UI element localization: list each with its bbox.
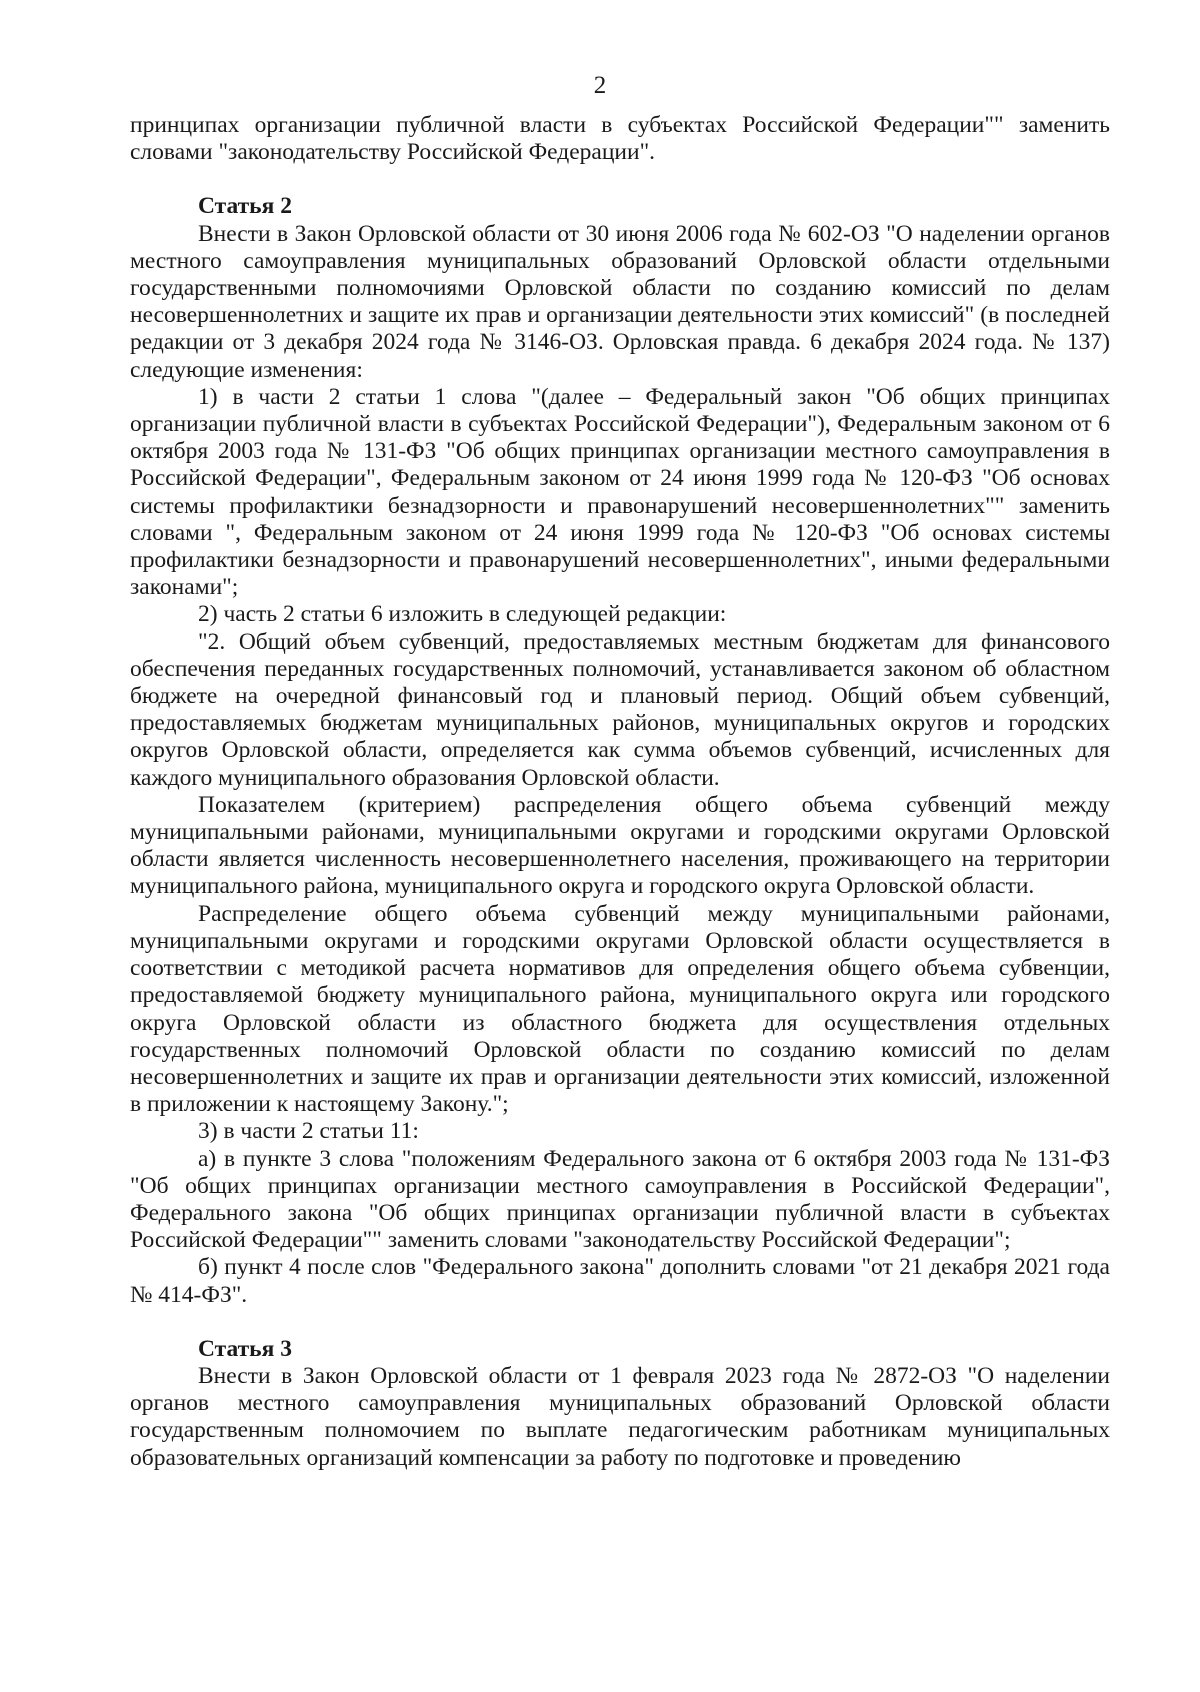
article-3-title: Статья 3 bbox=[198, 1335, 292, 1362]
intro-paragraph: принципах организации публичной власти в субъектах Российской Федерации"" заменить словами "законодательству Российской Федерации". bbox=[130, 112, 1110, 166]
article-2-quoted-paragraph: "2. Общий объем субвенций, предоставляемых местным бюджетам для финансового обеспечения переданных государственных полномочий, устанавливается законом об областном бюджете на очередной финансовый год и плановый период. Общий объем субвенций, предоставляемых бюджетам муниципальных районов, муниципальных округов и городских округов Орловской области, определяется как сумма объемов субвенций, исчисленных для каждого муниципального образования Орловской области. bbox=[130, 628, 1110, 791]
spacer bbox=[130, 1309, 1110, 1336]
article-2-item-3b: б) пункт 4 после слов "Федерального закона" дополнить словами "от 21 декабря 2021 года № 414-ФЗ". bbox=[130, 1254, 1110, 1308]
article-2-item-1: 1) в части 2 статьи 1 слова "(далее – Федеральный закон "Об общих принципах организации публичной власти в субъектах Российской Федерации"), Федеральным законом от 6 октября 2003 года № 131-ФЗ "Об общих принципах организации местного самоуправления в Российской Федерации", Федеральным законом от 24 июня 1999 года № 120-ФЗ "Об основах системы профилактики безнадзорности и правонарушений несовершеннолетних"" заменить словами ", Федеральным законом от 24 июня 1999 года № 120-ФЗ "Об основах системы профилактики безнадзорности и правонарушений несовершеннолетних", иными федеральными законами"; bbox=[130, 383, 1110, 601]
article-2-title: Статья 2 bbox=[198, 193, 292, 220]
document-body bbox=[130, 112, 1110, 1472]
article-2-paragraph: Внести в Закон Орловской области от 30 июня 2006 года № 602-ОЗ "О наделении органов местного самоуправления муниципальных образований Орловской области отдельными государственными полномочиями Орловской области по созданию комиссий по делам несовершеннолетних и защите их прав и организации деятельности этих комиссий" (в последней редакции от 3 декабря 2024 года № 3146-ОЗ. Орловская правда. 6 декабря 2024 года. № 137) следующие изменения: bbox=[130, 220, 1110, 383]
article-2-quoted-paragraph: Распределение общего объема субвенций между муниципальными районами, муниципальными округами и городскими округами Орловской области осуществляется в соответствии с методикой расчета нормативов для определения общего объема субвенции, предоставляемой бюджету муниципального района, муниципального округа или городского округа Орловской области из областного бюджета для осуществления отдельных государственных полномочий Орловской области по созданию комиссий по делам несовершеннолетних и защите их прав и организации деятельности этих комиссий, изложенной в приложении к настоящему Закону."; bbox=[130, 900, 1110, 1118]
article-3-paragraph: Внести в Закон Орловской области от 1 февраля 2023 года № 2872-ОЗ "О наделении органов местного самоуправления муниципальных образований Орловской области государственным полномочием по выплате педагогическим работникам муниципальных образовательных организаций компенсации за работу по подготовке и проведению bbox=[130, 1362, 1110, 1471]
article-2-item-3a: а) в пункте 3 слова "положениям Федерального закона от 6 октября 2003 года № 131-ФЗ "Об общих принципах организации местного самоуправления в Российской Федерации", Федерального закона "Об общих принципах организации публичной власти в субъектах Российской Федерации"" заменить словами "законодательству Российской Федерации"; bbox=[130, 1145, 1110, 1254]
spacer bbox=[130, 166, 1110, 193]
article-2-item-2: 2) часть 2 статьи 6 изложить в следующей редакции: bbox=[198, 601, 727, 628]
article-2-item-3: 3) в части 2 статьи 11: bbox=[198, 1118, 419, 1145]
page-number: 2 bbox=[593, 72, 607, 99]
article-2-quoted-paragraph: Показателем (критерием) распределения общего объема субвенций между муниципальными районами, муниципальными округами и городскими округами Орловской области является численность несовершеннолетнего населения, проживающего на территории муниципального района, муниципального округа и городского округа Орловской области. bbox=[130, 791, 1110, 900]
